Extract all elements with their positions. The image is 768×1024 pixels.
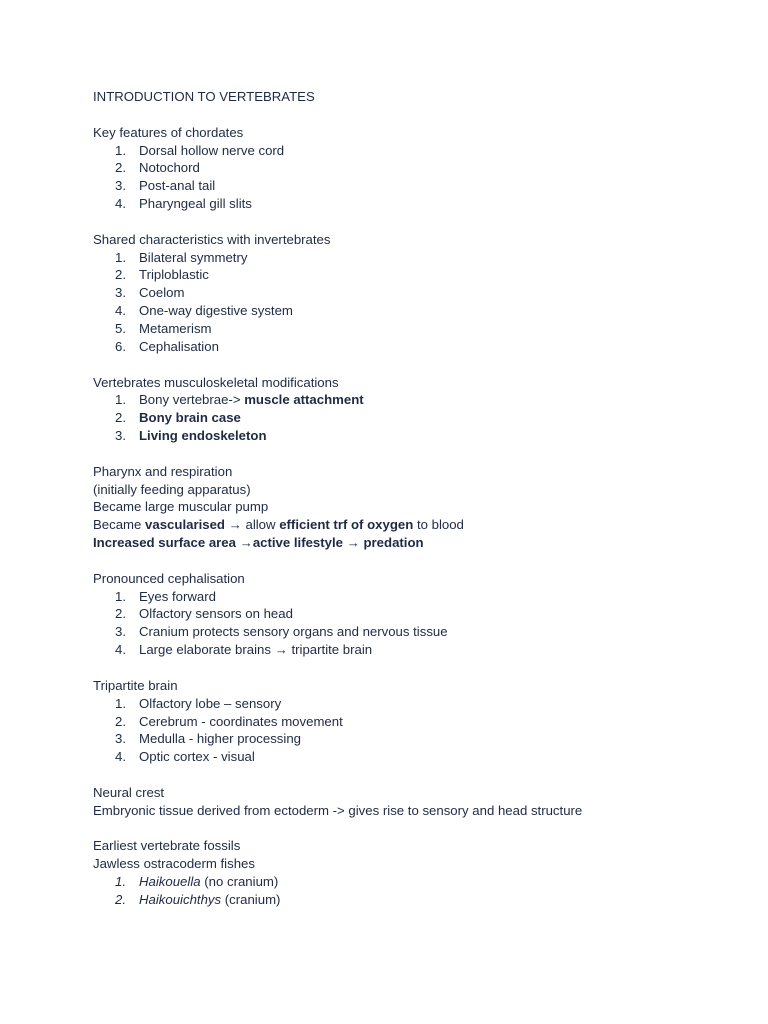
list-number: 6. [115, 338, 126, 354]
list-number: 2. [115, 160, 126, 176]
list-number: 1. [115, 392, 126, 408]
list-number: 4. [115, 642, 126, 658]
section-heading-pharynx: Pharynx and respiration [93, 463, 233, 479]
plain-text: to blood [413, 517, 464, 533]
italic-text: Haikouichthys [139, 891, 222, 907]
paragraph-line: Became large muscular pump [93, 499, 269, 515]
list-number: 4. [115, 303, 126, 319]
list-text: One-way digestive system [139, 303, 293, 319]
list-item [93, 284, 733, 302]
list-item [93, 641, 733, 659]
list-text [139, 891, 280, 909]
spacer [93, 356, 733, 374]
list-text: Medulla - higher processing [139, 731, 301, 747]
list-item [93, 391, 733, 409]
spacer [93, 213, 733, 231]
plain-text: (cranium) [221, 891, 281, 907]
list-number: 2. [115, 606, 126, 622]
list-item [93, 159, 733, 177]
paragraph-line [93, 534, 733, 552]
list-text: Bilateral symmetry [139, 249, 248, 265]
list-text: Large elaborate brains → tripartite brain [139, 642, 373, 658]
list-text [139, 409, 241, 427]
list-item [93, 891, 733, 909]
list-text: Metamerism [139, 320, 212, 336]
spacer [93, 659, 733, 677]
list-number: 1. [115, 249, 126, 265]
list-number: 3. [115, 285, 126, 301]
list-number: 2. [115, 713, 126, 729]
bold-text: vascularised [145, 517, 225, 533]
list-number: 3. [115, 731, 126, 747]
plain-text: Became [93, 517, 146, 533]
list-number: 3. [115, 178, 126, 194]
list-item [93, 409, 733, 427]
list-text: Cranium protects sensory organs and nervous tissue [139, 624, 448, 640]
document-page [93, 88, 733, 909]
list-item [93, 249, 733, 267]
spacer [93, 445, 733, 463]
list-number: 2. [115, 267, 126, 283]
list-number: 2. [115, 410, 126, 426]
section-heading-fossils: Earliest vertebrate fossils [93, 838, 241, 854]
bold-text: Increased surface area → [93, 535, 253, 551]
list-text: Post-anal tail [139, 178, 216, 194]
plain-text: Bony vertebrae-> [139, 392, 245, 408]
bold-text: efficient trf of oxygen [279, 517, 414, 533]
list-item [93, 730, 733, 748]
list-text: Triploblastic [139, 267, 209, 283]
list-number: 3. [115, 428, 126, 444]
section-heading-chordates: Key features of chordates [93, 124, 244, 140]
list-item [93, 713, 733, 731]
paragraph-line: Embryonic tissue derived from ectoderm -> gives rise to sensory and head structure [93, 802, 583, 818]
bold-text: muscle attachment [244, 392, 364, 408]
list-item [93, 588, 733, 606]
list-text: Dorsal hollow nerve cord [139, 142, 285, 158]
list-number: 1. [115, 874, 126, 890]
section-heading-tripartite: Tripartite brain [93, 677, 178, 693]
spacer [93, 820, 733, 838]
list-text: Olfactory lobe – sensory [139, 695, 282, 711]
list-item [93, 338, 733, 356]
list-number: 1. [115, 695, 126, 711]
list-text: Eyes forward [139, 588, 216, 604]
list-number: 4. [115, 196, 126, 212]
list-number: 3. [115, 624, 126, 640]
list-item [93, 605, 733, 623]
spacer [93, 106, 733, 124]
list-item [93, 195, 733, 213]
bold-text: Bony brain case [139, 410, 241, 426]
list-item [93, 695, 733, 713]
list-item [93, 302, 733, 320]
section-heading-cephalisation: Pronounced cephalisation [93, 570, 245, 586]
list-item [93, 427, 733, 445]
plain-text: (no cranium) [200, 874, 279, 890]
spacer [93, 552, 733, 570]
spacer [93, 766, 733, 784]
list-item [93, 748, 733, 766]
list-item [93, 266, 733, 284]
plain-text: → allow [224, 517, 280, 533]
list-text: Pharyngeal gill slits [139, 196, 252, 212]
document-title: INTRODUCTION TO VERTEBRATES [93, 89, 315, 104]
italic-text: Haikouella [139, 874, 201, 890]
list-text [139, 873, 278, 891]
section-heading-neural-crest: Neural crest [93, 784, 165, 800]
list-text: Cerebrum - coordinates movement [139, 713, 343, 729]
paragraph-line: Jawless ostracoderm fishes [93, 856, 255, 872]
list-number: 5. [115, 320, 126, 336]
list-text: Optic cortex - visual [139, 749, 255, 765]
paragraph-line: (initially feeding apparatus) [93, 481, 251, 497]
list-item [93, 623, 733, 641]
paragraph-line [93, 516, 733, 534]
list-number: 1. [115, 142, 126, 158]
list-item [93, 177, 733, 195]
list-item [93, 873, 733, 891]
bold-text: active lifestyle → predation [252, 535, 424, 551]
list-item [93, 142, 733, 160]
bold-text: Living endoskeleton [139, 428, 267, 444]
section-heading-musculoskeletal: Vertebrates musculoskeletal modifications [93, 374, 339, 390]
section-heading-shared: Shared characteristics with invertebrates [93, 231, 331, 247]
list-number: 1. [115, 588, 126, 604]
list-item [93, 320, 733, 338]
list-text: Notochord [139, 160, 200, 176]
list-text: Cephalisation [139, 338, 219, 354]
list-number: 4. [115, 749, 126, 765]
list-text [139, 427, 267, 445]
list-text: Coelom [139, 285, 185, 301]
list-number: 2. [115, 891, 126, 907]
list-text [139, 391, 364, 409]
list-text: Olfactory sensors on head [139, 606, 293, 622]
